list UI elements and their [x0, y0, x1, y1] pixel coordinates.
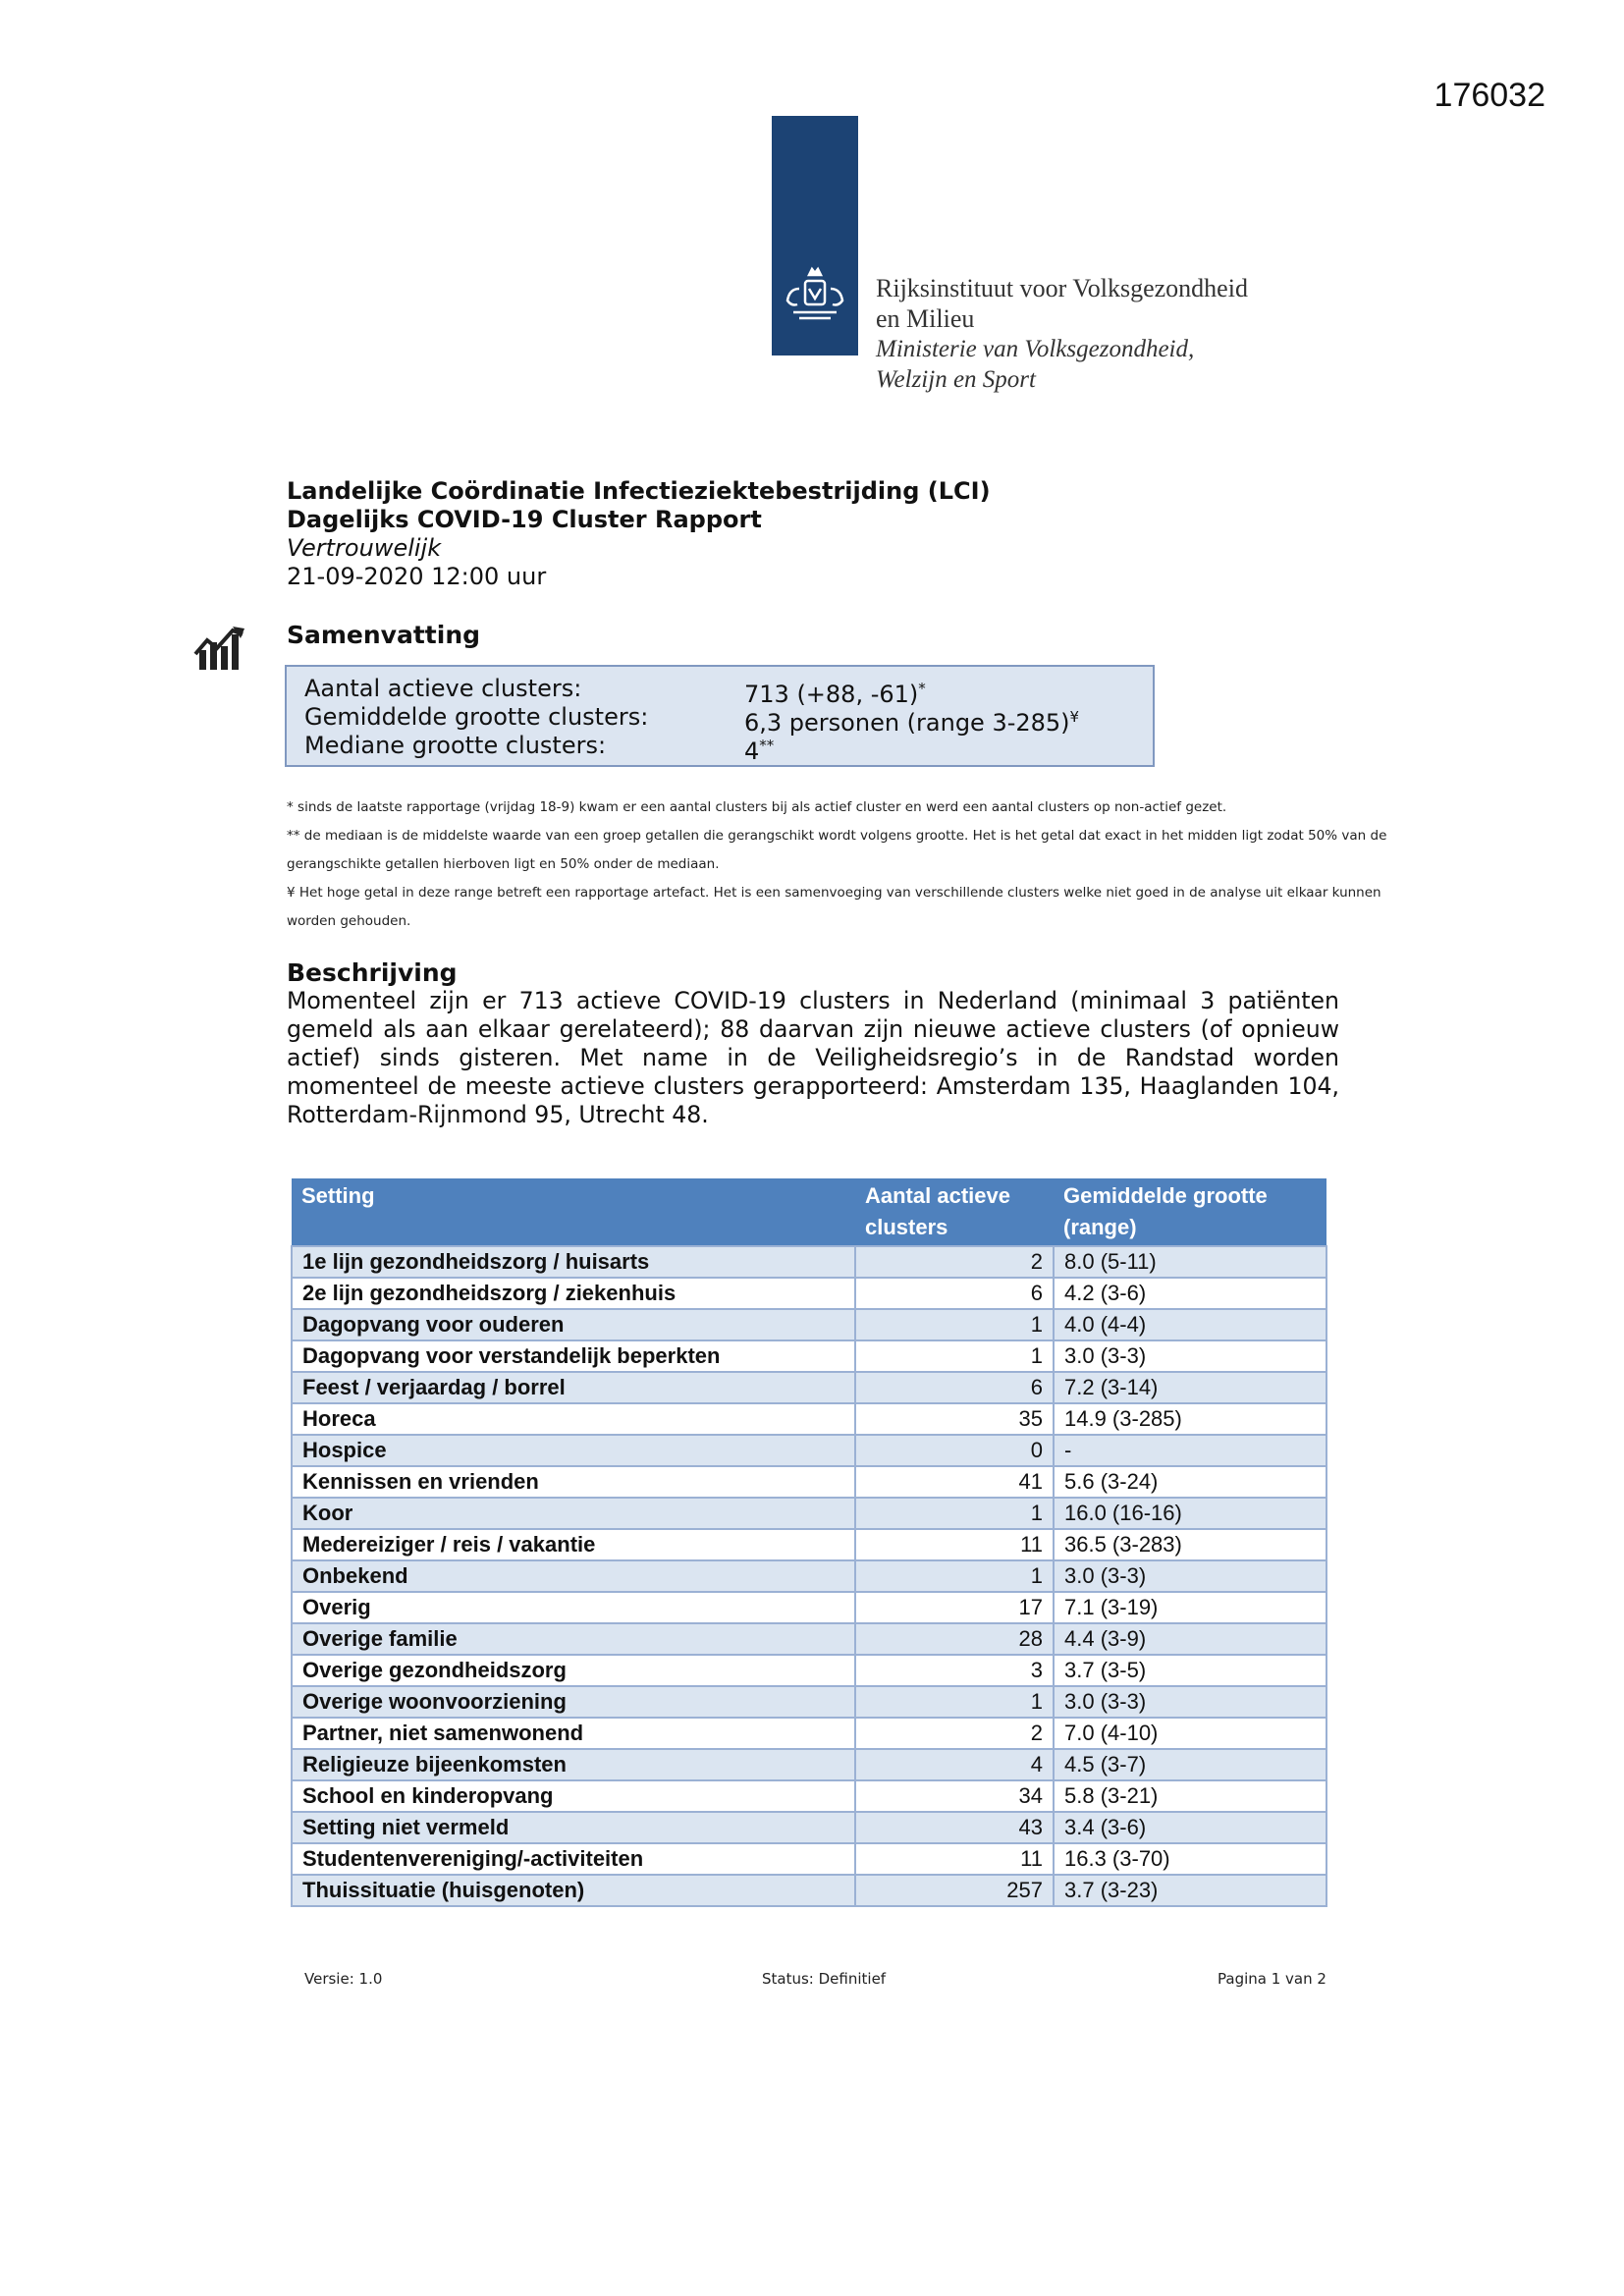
- count-cell: 41: [855, 1466, 1054, 1498]
- header-average: Gemiddelde grootte (range): [1054, 1178, 1326, 1246]
- count-cell: 35: [855, 1403, 1054, 1435]
- header-line-2: Dagelijks COVID-19 Cluster Rapport: [287, 506, 762, 533]
- setting-cell: Horeca: [292, 1403, 855, 1435]
- setting-cell: School en kinderopvang: [292, 1780, 855, 1812]
- header-setting: Setting: [292, 1178, 855, 1246]
- summary-label: Aantal actieve clusters:: [304, 675, 582, 702]
- summary-value: 713 (+88, -61): [744, 681, 919, 708]
- footer-page: Pagina 1 van 2: [1218, 1970, 1326, 1988]
- count-cell: 43: [855, 1812, 1054, 1843]
- average-cell: 3.7 (3-23): [1054, 1875, 1326, 1906]
- document-number: 176032: [1434, 77, 1545, 114]
- table-row: [292, 1278, 1326, 1309]
- average-cell: 3.0 (3-3): [1054, 1340, 1326, 1372]
- summary-box: [285, 665, 1155, 767]
- summary-chart-icon: [193, 625, 246, 672]
- table-row: [292, 1812, 1326, 1843]
- count-cell: 28: [855, 1623, 1054, 1655]
- setting-cell: 1e lijn gezondheidszorg / huisarts: [292, 1246, 855, 1278]
- count-cell: 6: [855, 1372, 1054, 1403]
- summary-title: Samenvatting: [287, 621, 481, 649]
- setting-cell: 2e lijn gezondheidszorg / ziekenhuis: [292, 1278, 855, 1309]
- setting-cell: Studentenvereniging/-activiteiten: [292, 1843, 855, 1875]
- count-cell: 6: [855, 1278, 1054, 1309]
- setting-cell: Overige woonvoorziening: [292, 1686, 855, 1718]
- header-date: 21-09-2020 12:00 uur: [287, 563, 547, 590]
- average-cell: -: [1054, 1435, 1326, 1466]
- table-row: [292, 1718, 1326, 1749]
- summary-row-median: [304, 732, 775, 765]
- footer-status: Status: Definitief: [762, 1970, 887, 1988]
- summary-label: Gemiddelde grootte clusters:: [304, 703, 649, 731]
- table-row: [292, 1780, 1326, 1812]
- setting-cell: Overige gezondheidszorg: [292, 1655, 855, 1686]
- setting-cell: Medereiziger / reis / vakantie: [292, 1529, 855, 1560]
- summary-mark: *: [918, 680, 926, 697]
- setting-cell: Onbekend: [292, 1560, 855, 1592]
- count-cell: 1: [855, 1560, 1054, 1592]
- average-cell: 8.0 (5-11): [1054, 1246, 1326, 1278]
- setting-cell: Feest / verjaardag / borrel: [292, 1372, 855, 1403]
- table-row: [292, 1529, 1326, 1560]
- count-cell: 1: [855, 1686, 1054, 1718]
- summary-value: 6,3 personen (range 3-285): [744, 709, 1070, 737]
- table-row: [292, 1466, 1326, 1498]
- description-title: Beschrijving: [287, 958, 458, 987]
- summary-mark: **: [759, 737, 775, 754]
- setting-cell: Kennissen en vrienden: [292, 1466, 855, 1498]
- table-row: [292, 1749, 1326, 1780]
- rijksoverheid-logo-bar: [772, 116, 858, 355]
- setting-cell: Religieuze bijeenkomsten: [292, 1749, 855, 1780]
- setting-cell: Overige familie: [292, 1623, 855, 1655]
- count-cell: 2: [855, 1718, 1054, 1749]
- table-row: [292, 1686, 1326, 1718]
- table-row: [292, 1309, 1326, 1340]
- summary-mark: ¥: [1069, 708, 1080, 726]
- footnotes: [287, 793, 1416, 936]
- setting-cell: Overig: [292, 1592, 855, 1623]
- organisation-name: [876, 273, 1248, 395]
- count-cell: 1: [855, 1498, 1054, 1529]
- table-row: [292, 1623, 1326, 1655]
- count-cell: 0: [855, 1435, 1054, 1466]
- setting-cell: Koor: [292, 1498, 855, 1529]
- average-cell: 4.0 (4-4): [1054, 1309, 1326, 1340]
- org-line-2: en Milieu: [876, 304, 975, 333]
- average-cell: 36.5 (3-283): [1054, 1529, 1326, 1560]
- count-cell: 4: [855, 1749, 1054, 1780]
- header-count: Aantal actieve clusters: [855, 1178, 1054, 1246]
- count-cell: 11: [855, 1529, 1054, 1560]
- ministry-line-2: Welzijn en Sport: [876, 366, 1036, 393]
- footer-version: Versie: 1.0: [304, 1970, 383, 1988]
- average-cell: 7.0 (4-10): [1054, 1718, 1326, 1749]
- average-cell: 3.0 (3-3): [1054, 1560, 1326, 1592]
- footnote-1: * sinds de laatste rapportage (vrijdag 18-9) kwam er een aantal clusters bij als actief cluster en werd een aantal clusters op non-actief gezet.: [287, 799, 1227, 815]
- setting-cell: Thuissituatie (huisgenoten): [292, 1875, 855, 1906]
- org-line-1: Rijksinstituut voor Volksgezondheid: [876, 274, 1248, 302]
- footnote-3: ¥ Het hoge getal in deze range betreft een rapportage artefact. Het is een samenvoeging van verschillende clusters welke niet goed in de analyse uit elkaar kunnen worden gehouden.: [287, 885, 1381, 929]
- average-cell: 4.2 (3-6): [1054, 1278, 1326, 1309]
- average-cell: 7.1 (3-19): [1054, 1592, 1326, 1623]
- summary-row-average: [304, 703, 1080, 737]
- average-cell: 16.0 (16-16): [1054, 1498, 1326, 1529]
- description-text: Momenteel zijn er 713 actieve COVID-19 clusters in Nederland (minimaal 3 patiënten gemeld als aan elkaar gerelateerd); 88 daarvan zijn nieuwe actieve clusters (of opnieuw actief) sinds gisteren. Met name in de Veiligheidsregio’s in de Randstad worden momenteel de meeste actieve clusters gerapporteerd: Amsterdam 135, Haaglanden 104, Rotterdam-Rijnmond 95, Utrecht 48.: [287, 987, 1339, 1128]
- table-row: [292, 1246, 1326, 1278]
- table-row: [292, 1592, 1326, 1623]
- count-cell: 11: [855, 1843, 1054, 1875]
- table-row: [292, 1843, 1326, 1875]
- setting-cell: Dagopvang voor verstandelijk beperkten: [292, 1340, 855, 1372]
- count-cell: 3: [855, 1655, 1054, 1686]
- count-cell: 2: [855, 1246, 1054, 1278]
- average-cell: 16.3 (3-70): [1054, 1843, 1326, 1875]
- summary-row-active: [304, 675, 926, 708]
- average-cell: 7.2 (3-14): [1054, 1372, 1326, 1403]
- setting-cell: Setting niet vermeld: [292, 1812, 855, 1843]
- summary-label: Mediane grootte clusters:: [304, 732, 607, 759]
- crest-icon: [780, 263, 850, 332]
- table-row: [292, 1498, 1326, 1529]
- count-cell: 257: [855, 1875, 1054, 1906]
- setting-cell: Dagopvang voor ouderen: [292, 1309, 855, 1340]
- average-cell: 5.6 (3-24): [1054, 1466, 1326, 1498]
- average-cell: 3.7 (3-5): [1054, 1655, 1326, 1686]
- average-cell: 4.5 (3-7): [1054, 1749, 1326, 1780]
- count-cell: 34: [855, 1780, 1054, 1812]
- ministry-line-1: Ministerie van Volksgezondheid,: [876, 336, 1195, 362]
- table-header-row: [292, 1178, 1326, 1246]
- average-cell: 14.9 (3-285): [1054, 1403, 1326, 1435]
- table-row: [292, 1435, 1326, 1466]
- summary-value: 4: [744, 738, 760, 765]
- count-cell: 1: [855, 1340, 1054, 1372]
- table-row: [292, 1340, 1326, 1372]
- average-cell: 3.4 (3-6): [1054, 1812, 1326, 1843]
- table-row: [292, 1403, 1326, 1435]
- average-cell: 5.8 (3-21): [1054, 1780, 1326, 1812]
- average-cell: 4.4 (3-9): [1054, 1623, 1326, 1655]
- footnote-2: ** de mediaan is de middelste waarde van een groep getallen die gerangschikt wordt volgens grootte. Het is het getal dat exact in het midden ligt zodat 50% van de gerangschikte getallen hierboven ligt en 50% onder de mediaan.: [287, 828, 1387, 872]
- header-line-3: Vertrouwelijk: [287, 534, 442, 562]
- report-header: [287, 477, 991, 591]
- setting-cell: Hospice: [292, 1435, 855, 1466]
- table-row: [292, 1655, 1326, 1686]
- header-line-1: Landelijke Coördinatie Infectieziektebestrijding (LCI): [287, 477, 991, 505]
- setting-cell: Partner, niet samenwonend: [292, 1718, 855, 1749]
- table-row: [292, 1372, 1326, 1403]
- count-cell: 17: [855, 1592, 1054, 1623]
- count-cell: 1: [855, 1309, 1054, 1340]
- table-row: [292, 1875, 1326, 1906]
- settings-table: [291, 1178, 1327, 1907]
- average-cell: 3.0 (3-3): [1054, 1686, 1326, 1718]
- table-row: [292, 1560, 1326, 1592]
